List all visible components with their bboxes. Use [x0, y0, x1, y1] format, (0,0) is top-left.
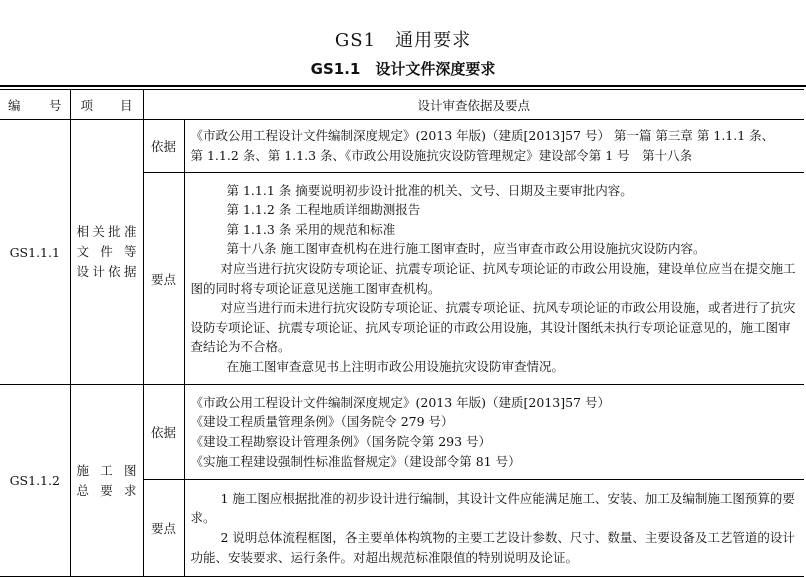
- row-number: GS1.1.1: [0, 120, 70, 385]
- section-title: GS1 通用要求: [334, 30, 472, 51]
- table-row: [0, 385, 804, 480]
- basis-label: 依据: [143, 385, 184, 480]
- item-line: 相关批准: [76, 224, 137, 239]
- points-content: [184, 480, 804, 577]
- table-row: [0, 120, 804, 173]
- point-line: 第十八条 施工图审查机构在进行施工图审查时，应当审查市政公用设施抗灾设防内容。: [226, 241, 706, 257]
- point-line: 第 1.1.2 条 工程地质详细勘测报告: [226, 202, 421, 218]
- header-content: 设计审查依据及要点: [143, 90, 804, 120]
- basis-line: 《市政公用工程设计文件编制深度规定》(2013 年版)（建质[2013]57 号）: [190, 394, 610, 410]
- header-item: [70, 90, 143, 120]
- point-line: 1 施工图应根据批准的初步设计进行编制，其设计文件应能满足施工、安装、加工及编制施工图预算的要求。: [190, 490, 795, 526]
- subsection-title: GS1.1 设计文件深度要求: [310, 60, 496, 78]
- item-line: 文 件 等: [76, 244, 137, 259]
- basis-line: 《实施工程建设强制性标准监督规定》（建设部令第 81 号）: [190, 453, 521, 469]
- basis-line: 《建设工程勘察设计管理条例》（国务院令第 293 号）: [190, 434, 492, 449]
- header-item-char-2: 目: [119, 97, 133, 113]
- basis-line: 第 1.1.2 条、第 1.1.3 条、《市政公用设施抗灾设防管理规定》建设部令第 1 号 第十八条: [190, 148, 693, 163]
- row-number: GS1.1.2: [0, 385, 70, 577]
- point-line: 2 说明总体流程框图，各主要单体构筑物的主要工艺设计参数、尺寸、数量、主要设备及工艺管道的设计功能、安装要求、运行条件。对超出规范标准限值的特别说明及论证。: [190, 530, 795, 565]
- point-line: 在施工图审查意见书上注明市政公用设施抗灾设防审查情况。: [226, 358, 565, 374]
- basis-line: 《市政公用工程设计文件编制深度规定》(2013 年版)（建质[2013]57 号） 第一篇 第三章 第 1.1.1 条、: [190, 128, 775, 144]
- basis-label: 依据: [143, 120, 184, 173]
- item-line: 总 要 求: [76, 482, 137, 498]
- header-num: [0, 90, 70, 120]
- header-num-char-2: 号: [48, 97, 62, 113]
- item-line: 施 工 图: [76, 462, 137, 478]
- points-label: 要点: [143, 173, 184, 385]
- points-content: [184, 173, 804, 385]
- basis-content: [184, 120, 804, 173]
- table-header-row: [0, 90, 804, 120]
- point-line: 第 1.1.1 条 摘要说明初步设计批准的机关、文号、日期及主要审批内容。: [226, 182, 633, 198]
- row-item: [70, 385, 143, 577]
- point-line: 第 1.1.3 条 采用的规范和标准: [226, 221, 396, 237]
- point-line: 对应当进行抗灾设防专项论证、抗震专项论证、抗风专项论证的市政公用设施，建设单位应当在提交施工图的同时将专项论证意见送施工图审查机构。: [190, 260, 796, 296]
- row-item: [70, 120, 143, 385]
- basis-line: 《建设工程质量管理条例》（国务院令 279 号）: [190, 414, 454, 430]
- basis-content: [184, 385, 804, 480]
- points-label: 要点: [143, 480, 184, 577]
- top-rule: [0, 85, 806, 87]
- point-line: 对应当进行而未进行抗灾设防专项论证、抗震专项论证、抗风专项论证的市政公用设施，或者进行了抗灾设防专项论证、抗震专项论证、抗风专项论证的市政公用设施，其设计图纸未执行专项论证意见的，施工图审查结论为不合格。: [190, 300, 796, 355]
- item-line: 设计依据: [76, 264, 137, 279]
- header-item-char-1: 项: [80, 97, 94, 113]
- requirements-table: [0, 89, 804, 577]
- header-num-char-1: 编: [8, 97, 21, 113]
